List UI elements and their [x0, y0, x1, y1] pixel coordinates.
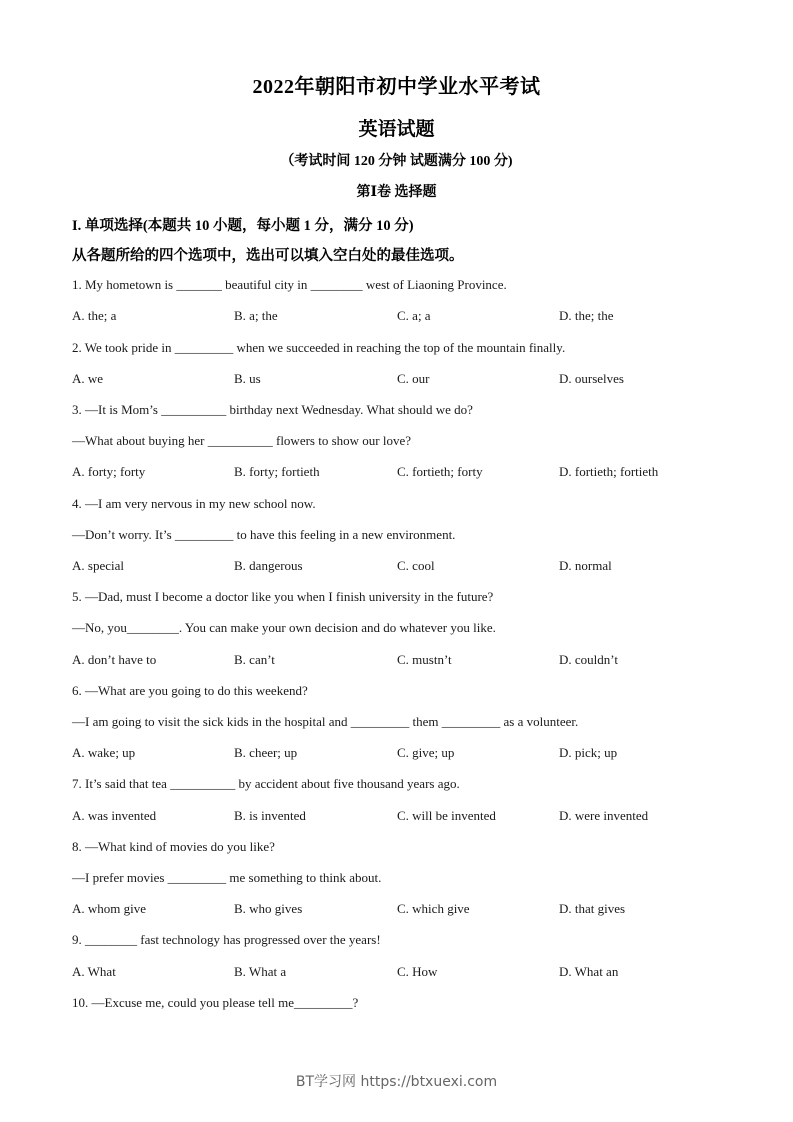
option-b: B. dangerous [234, 558, 303, 573]
option-a: A. the; a [72, 308, 117, 323]
option-b: B. forty; fortieth [234, 464, 320, 479]
option-a: A. was invented [72, 808, 157, 823]
option-d: D. ourselves [559, 371, 624, 386]
question-4-reply: —Don’t worry. It’s _________ to have this feeling in a new environment. [72, 527, 456, 542]
option-d: D. were invented [559, 808, 649, 823]
option-b: B. can’t [234, 652, 275, 667]
option-d: D. normal [559, 558, 612, 573]
question-10-text: 10. —Excuse me, could you please tell me_________? [72, 995, 359, 1010]
option-d: D. What an [559, 964, 619, 979]
question-5-options [72, 652, 722, 670]
question-9-text: 9. ________ fast technology has progressed over the years! [72, 932, 381, 947]
option-b: B. who gives [234, 901, 303, 916]
option-a: A. we [72, 371, 104, 386]
option-a: A. don’t have to [72, 652, 157, 667]
question-3-options [72, 464, 722, 482]
exam-title: 2022年朝阳市初中学业水平考试 [252, 76, 541, 98]
option-c: C. give; up [397, 745, 455, 760]
section-instruction: 从各题所给的四个选项中，选出可以填入空白处的最佳选项。 [72, 248, 464, 264]
option-d: D. couldn’t [559, 652, 618, 667]
exam-info: （考试时间 120 分钟 试题满分 100 分) [280, 154, 513, 169]
question-7-text: 7. It’s said that tea __________ by accident about five thousand years ago. [72, 776, 460, 791]
question-2-options [72, 371, 722, 389]
question-1-text: 1. My hometown is _______ beautiful city in ________ west of Liaoning Province. [72, 277, 507, 292]
question-9-options [72, 964, 722, 982]
question-7-options [72, 808, 722, 826]
option-a: A. wake; up [72, 745, 136, 760]
option-d: D. that gives [559, 901, 626, 916]
option-a: A. What [72, 964, 116, 979]
question-5-reply: —No, you________. You can make your own decision and do whatever you like. [72, 620, 496, 635]
option-c: C. How [397, 964, 438, 979]
option-c: C. mustn’t [397, 652, 452, 667]
option-a: A. forty; forty [72, 464, 146, 479]
question-4-options [72, 558, 722, 576]
option-c: C. fortieth; forty [397, 464, 483, 479]
question-6-options [72, 745, 722, 763]
option-a: A. special [72, 558, 124, 573]
question-1-options [72, 308, 722, 326]
option-b: B. a; the [234, 308, 278, 323]
option-c: C. will be invented [397, 808, 496, 823]
option-d: D. pick; up [559, 745, 618, 760]
option-d: D. the; the [559, 308, 614, 323]
option-b: B. What a [234, 964, 287, 979]
option-b: B. cheer; up [234, 745, 298, 760]
option-c: C. cool [397, 558, 435, 573]
section-heading: I. 单项选择(本题共 10 小题，每小题 1 分，满分 10 分) [72, 218, 414, 234]
question-5-text: 5. —Dad, must I become a doctor like you when I finish university in the future? [72, 589, 494, 604]
question-8-text: 8. —What kind of movies do you like? [72, 839, 275, 854]
question-3-reply: —What about buying her __________ flowers to show our love? [72, 433, 412, 448]
question-8-options [72, 901, 722, 919]
subject-title: 英语试题 [358, 119, 435, 140]
question-6-text: 6. —What are you going to do this weekend? [72, 683, 308, 698]
option-a: A. whom give [72, 901, 147, 916]
option-d: D. fortieth; fortieth [559, 464, 659, 479]
option-c: C. which give [397, 901, 470, 916]
question-4-text: 4. —I am very nervous in my new school now. [72, 496, 316, 511]
question-8-reply: —I prefer movies _________ me something to think about. [72, 870, 382, 885]
option-c: C. our [397, 371, 430, 386]
option-b: B. us [234, 371, 261, 386]
option-b: B. is invented [234, 808, 306, 823]
question-6-reply: —I am going to visit the sick kids in the hospital and _________ them _________ as a volunteer. [72, 714, 579, 729]
watermark-footer: BT学习网 https://btxuexi.com [295, 1074, 498, 1090]
volume-title: 第Ⅰ卷 选择题 [356, 185, 437, 200]
question-3-text: 3. —It is Mom’s __________ birthday next Wednesday. What should we do? [72, 402, 473, 417]
question-2-text: 2. We took pride in _________ when we succeeded in reaching the top of the mountain finally. [72, 340, 566, 355]
option-c: C. a; a [397, 308, 431, 323]
